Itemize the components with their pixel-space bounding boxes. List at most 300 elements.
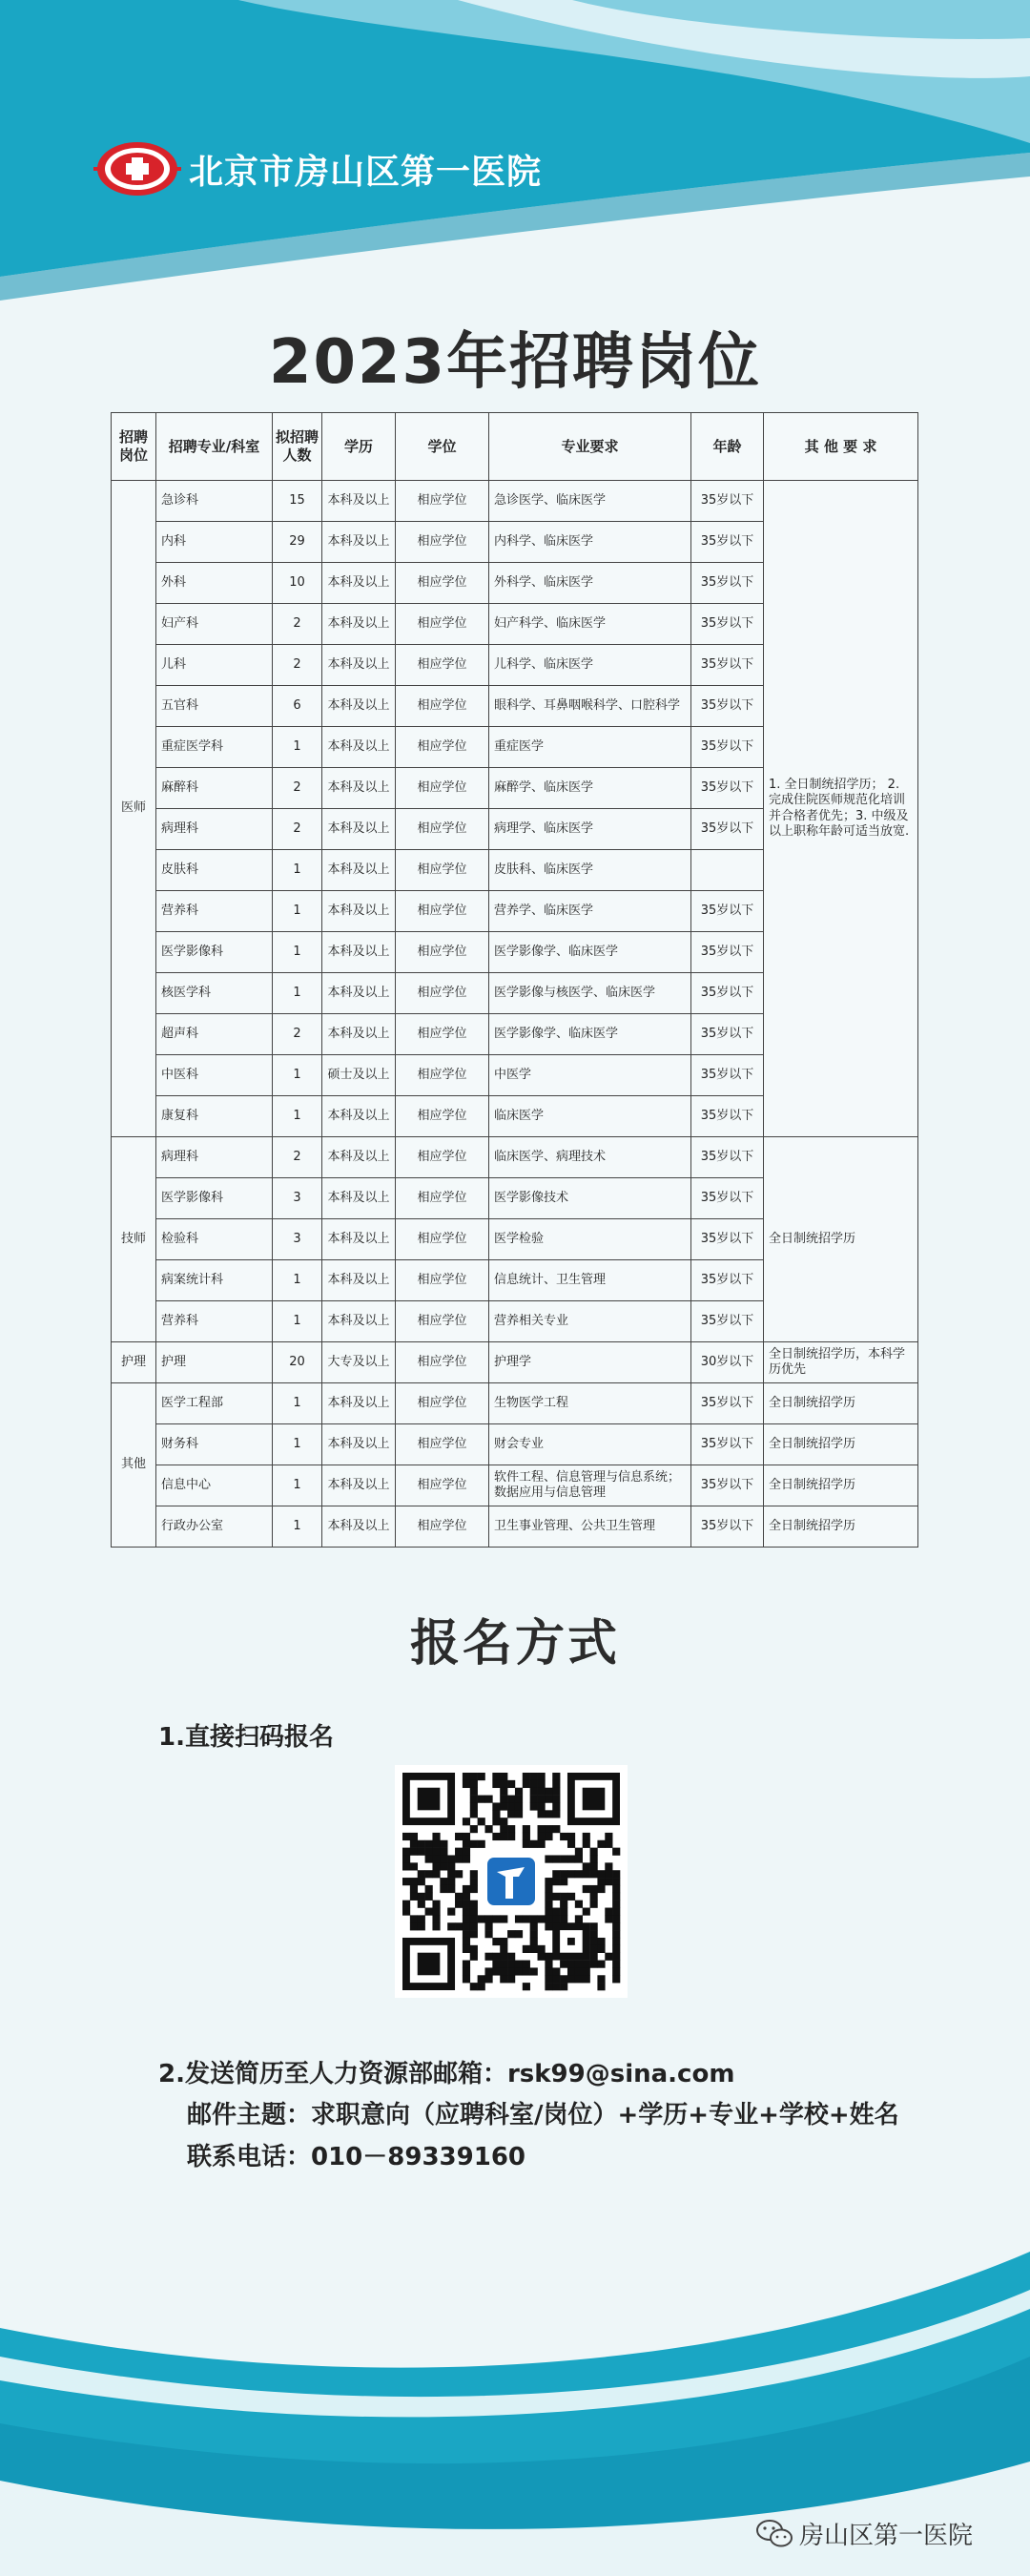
count-cell: 10 <box>273 563 322 604</box>
qr-module <box>425 1893 433 1901</box>
major-cell: 外科学、临床医学 <box>489 563 691 604</box>
qr-module <box>575 1967 583 1975</box>
qr-module <box>425 1885 433 1893</box>
qr-module <box>463 1780 470 1788</box>
degree-cell: 相应学位 <box>396 850 489 891</box>
qr-module <box>492 1938 500 1945</box>
other-requirements: 全日制统招学历 <box>764 1506 918 1548</box>
qr-module <box>560 1893 567 1901</box>
position-group: 医师 <box>112 481 156 1137</box>
position-group: 其他 <box>112 1383 156 1548</box>
qr-module <box>470 1796 478 1803</box>
qr-module <box>418 1870 425 1878</box>
qr-module <box>418 1893 425 1901</box>
qr-module <box>432 1840 440 1848</box>
education-cell: 本科及以上 <box>322 809 396 850</box>
qr-module <box>590 1953 598 1961</box>
education-cell: 本科及以上 <box>322 1137 396 1178</box>
qr-module <box>470 1908 478 1916</box>
qr-module <box>590 1855 598 1862</box>
qr-module <box>463 1893 470 1901</box>
qr-module <box>478 1983 485 1990</box>
count-cell: 29 <box>273 522 322 563</box>
qr-module <box>583 1862 590 1870</box>
hospital-emblem-icon <box>93 135 181 202</box>
dept-cell: 病理科 <box>156 1137 273 1178</box>
major-cell: 急诊医学、临床医学 <box>489 481 691 522</box>
qr-module <box>590 1901 598 1908</box>
qr-module <box>440 1862 447 1870</box>
header-cell: 招聘岗位 <box>112 413 156 481</box>
qr-module <box>560 1908 567 1916</box>
major-cell: 信息统计、卫生管理 <box>489 1260 691 1301</box>
degree-cell: 相应学位 <box>396 563 489 604</box>
qr-module <box>560 1983 567 1990</box>
qr-module <box>425 1870 433 1878</box>
age-cell <box>691 850 764 891</box>
qr-module <box>463 1773 470 1780</box>
jobs-table <box>111 412 918 1548</box>
other-requirements: 全日制统招学历 <box>764 1424 918 1465</box>
qr-module <box>447 1862 455 1870</box>
qr-code-icon[interactable] <box>395 1765 628 1998</box>
qr-module <box>612 1975 620 1983</box>
qr-module <box>538 1810 546 1818</box>
qr-module <box>500 1788 507 1796</box>
qr-module <box>500 1967 507 1975</box>
count-cell: 1 <box>273 1383 322 1424</box>
table-row <box>112 1137 918 1178</box>
qr-module <box>402 1862 410 1870</box>
major-cell: 护理学 <box>489 1342 691 1383</box>
qr-module <box>567 1855 575 1862</box>
age-cell: 35岁以下 <box>691 1383 764 1424</box>
qr-module <box>560 1878 567 1885</box>
qr-module <box>605 1833 612 1840</box>
qr-module <box>552 1855 560 1862</box>
wechat-watermark <box>755 2516 973 2551</box>
qr-module <box>575 1870 583 1878</box>
qr-module <box>463 1885 470 1893</box>
education-cell: 本科及以上 <box>322 1096 396 1137</box>
qr-module <box>530 1802 538 1810</box>
qr-module <box>500 1773 507 1780</box>
qr-module <box>567 1840 575 1848</box>
qr-module <box>567 1967 575 1975</box>
qr-module <box>530 1945 538 1953</box>
qr-module <box>455 1870 463 1878</box>
major-cell: 内科学、临床医学 <box>489 522 691 563</box>
qr-module <box>567 1975 575 1983</box>
qr-module <box>478 1796 485 1803</box>
dept-cell: 病理科 <box>156 809 273 850</box>
qr-module <box>515 1930 523 1938</box>
qr-module <box>605 1870 612 1878</box>
qr-module <box>552 1908 560 1916</box>
age-cell: 35岁以下 <box>691 686 764 727</box>
qr-module <box>545 1885 552 1893</box>
qr-module <box>463 1840 470 1848</box>
degree-cell: 相应学位 <box>396 1055 489 1096</box>
age-cell: 35岁以下 <box>691 1014 764 1055</box>
degree-cell: 相应学位 <box>396 645 489 686</box>
major-cell: 中医学 <box>489 1055 691 1096</box>
dept-cell: 护理 <box>156 1342 273 1383</box>
qr-module <box>612 1938 620 1945</box>
education-cell: 本科及以上 <box>322 1383 396 1424</box>
age-cell: 35岁以下 <box>691 522 764 563</box>
table-row <box>112 1383 918 1424</box>
qr-module <box>500 1802 507 1810</box>
count-cell: 1 <box>273 891 322 932</box>
degree-cell: 相应学位 <box>396 1260 489 1301</box>
major-cell: 医学影像与核医学、临床医学 <box>489 973 691 1014</box>
education-cell: 本科及以上 <box>322 932 396 973</box>
education-cell: 本科及以上 <box>322 1178 396 1219</box>
qr-module <box>552 1983 560 1990</box>
qr-module <box>425 1848 433 1856</box>
qr-module <box>530 1773 538 1780</box>
signup-step-email: 2.发送简历至人力资源部邮箱：rsk99@sina.com <box>158 2060 735 2088</box>
qr-module <box>470 1780 478 1788</box>
degree-cell: 相应学位 <box>396 481 489 522</box>
qr-module <box>552 1878 560 1885</box>
qr-module <box>418 1848 425 1856</box>
count-cell: 2 <box>273 645 322 686</box>
qr-module <box>538 1945 546 1953</box>
age-cell: 35岁以下 <box>691 932 764 973</box>
qr-module <box>530 1796 538 1803</box>
qr-module <box>470 1810 478 1818</box>
qr-module <box>583 1833 590 1840</box>
qr-module <box>500 1796 507 1803</box>
degree-cell: 相应学位 <box>396 1424 489 1465</box>
qr-module <box>463 1930 470 1938</box>
dept-cell: 五官科 <box>156 686 273 727</box>
hospital-name: 北京市房山区第一医院 <box>189 152 543 192</box>
count-cell: 1 <box>273 1096 322 1137</box>
qr-module <box>552 1825 560 1833</box>
qr-module <box>545 1878 552 1885</box>
qr-finder-core <box>583 1788 606 1811</box>
age-cell: 35岁以下 <box>691 1178 764 1219</box>
qr-module <box>410 1833 418 1840</box>
qr-module <box>463 1818 470 1825</box>
degree-cell: 相应学位 <box>396 1465 489 1506</box>
qr-module <box>605 1908 612 1916</box>
age-cell: 35岁以下 <box>691 1424 764 1465</box>
qr-module <box>425 1840 433 1848</box>
qr-module <box>500 1945 507 1953</box>
qr-module <box>575 1961 583 1968</box>
qr-module <box>507 1833 515 1840</box>
qr-module <box>492 1967 500 1975</box>
table-row <box>112 481 918 522</box>
qr-module <box>545 1983 552 1990</box>
header-cell: 学历 <box>322 413 396 481</box>
qr-module <box>425 1908 433 1916</box>
qr-module <box>530 1938 538 1945</box>
education-cell: 本科及以上 <box>322 481 396 522</box>
qr-module <box>612 1878 620 1885</box>
qr-module <box>478 1840 485 1848</box>
qr-module <box>612 1961 620 1968</box>
education-cell: 本科及以上 <box>322 1260 396 1301</box>
dept-cell: 儿科 <box>156 645 273 686</box>
qr-module <box>432 1915 440 1922</box>
qr-module <box>560 1961 567 1968</box>
qr-module <box>484 1975 492 1983</box>
qr-module <box>492 1833 500 1840</box>
qr-module <box>583 1967 590 1975</box>
qr-module <box>545 1796 552 1803</box>
other-requirements: 全日制统招学历 <box>764 1465 918 1506</box>
qr-module <box>552 1893 560 1901</box>
qr-finder-core <box>418 1788 441 1811</box>
qr-module <box>567 1833 575 1840</box>
education-cell: 硕士及以上 <box>322 1055 396 1096</box>
qr-module <box>478 1773 485 1780</box>
qr-module <box>432 1870 440 1878</box>
qr-module <box>470 1930 478 1938</box>
qr-module <box>500 1825 507 1833</box>
qr-module <box>470 1788 478 1796</box>
qr-module <box>418 1878 425 1885</box>
dept-cell: 中医科 <box>156 1055 273 1096</box>
qr-module <box>455 1848 463 1856</box>
qr-module <box>484 1922 492 1930</box>
qr-module <box>545 1825 552 1833</box>
count-cell: 1 <box>273 1506 322 1548</box>
qr-module <box>515 1967 523 1975</box>
education-cell: 本科及以上 <box>322 768 396 809</box>
dept-cell: 妇产科 <box>156 604 273 645</box>
qr-module <box>440 1848 447 1856</box>
qr-module <box>418 1922 425 1930</box>
qr-module <box>410 1862 418 1870</box>
qr-module <box>612 1848 620 1856</box>
major-cell: 临床医学 <box>489 1096 691 1137</box>
qr-module <box>432 1855 440 1862</box>
qr-module <box>597 1983 605 1990</box>
qr-module <box>575 1915 583 1922</box>
age-cell: 35岁以下 <box>691 645 764 686</box>
qr-module <box>597 1840 605 1848</box>
table-row <box>112 1342 918 1383</box>
qr-module <box>590 1885 598 1893</box>
qr-module <box>463 1848 470 1856</box>
qr-module <box>440 1840 447 1848</box>
major-cell: 儿科学、临床医学 <box>489 645 691 686</box>
qr-module <box>597 1885 605 1893</box>
qr-module <box>463 1922 470 1930</box>
education-cell: 本科及以上 <box>322 522 396 563</box>
qr-module <box>470 1953 478 1961</box>
qr-module <box>515 1915 523 1922</box>
qr-module <box>530 1967 538 1975</box>
qr-module <box>545 1975 552 1983</box>
qr-module <box>515 1796 523 1803</box>
dept-cell: 病案统计科 <box>156 1260 273 1301</box>
qr-module <box>590 1870 598 1878</box>
qr-module <box>463 1901 470 1908</box>
count-cell: 2 <box>273 1014 322 1055</box>
education-cell: 本科及以上 <box>322 1014 396 1055</box>
qr-module <box>507 1967 515 1975</box>
age-cell: 35岁以下 <box>691 1137 764 1178</box>
qr-module <box>484 1915 492 1922</box>
qr-module <box>463 1961 470 1968</box>
qr-module <box>500 1953 507 1961</box>
qr-module <box>432 1908 440 1916</box>
qr-module <box>463 1938 470 1945</box>
qr-finder-core <box>418 1953 441 1976</box>
education-cell: 本科及以上 <box>322 727 396 768</box>
degree-cell: 相应学位 <box>396 1506 489 1548</box>
table-header-row <box>112 413 918 481</box>
other-requirements: 全日制统招学历 <box>764 1137 918 1342</box>
qr-module <box>492 1810 500 1818</box>
count-cell: 2 <box>273 604 322 645</box>
qr-module <box>470 1885 478 1893</box>
major-cell: 生物医学工程 <box>489 1383 691 1424</box>
other-requirements: 1. 全日制统招学历； 2. 完成住院医师规范化培训并合格者优先；3. 中级及以上职称年龄可适当放宽. <box>764 481 918 1137</box>
table-row <box>112 1424 918 1465</box>
qr-module <box>523 1915 530 1922</box>
qr-module <box>492 1773 500 1780</box>
dept-cell: 超声科 <box>156 1014 273 1055</box>
qr-module <box>552 1810 560 1818</box>
age-cell: 35岁以下 <box>691 1465 764 1506</box>
header-cell: 拟招聘人数 <box>273 413 322 481</box>
degree-cell: 相应学位 <box>396 891 489 932</box>
qr-module <box>463 1967 470 1975</box>
count-cell: 3 <box>273 1178 322 1219</box>
qr-module <box>552 1788 560 1796</box>
education-cell: 本科及以上 <box>322 891 396 932</box>
education-cell: 本科及以上 <box>322 563 396 604</box>
education-cell: 本科及以上 <box>322 1506 396 1548</box>
qr-module <box>523 1833 530 1840</box>
education-cell: 本科及以上 <box>322 1465 396 1506</box>
qr-module <box>500 1938 507 1945</box>
qr-module <box>523 1961 530 1968</box>
qr-module <box>470 1922 478 1930</box>
qr-module <box>575 1855 583 1862</box>
dept-cell: 医学工程部 <box>156 1383 273 1424</box>
qr-module <box>440 1878 447 1885</box>
major-cell: 医学影像技术 <box>489 1178 691 1219</box>
qr-module <box>552 1773 560 1780</box>
dept-cell: 皮肤科 <box>156 850 273 891</box>
age-cell: 35岁以下 <box>691 1301 764 1342</box>
header-cell: 学位 <box>396 413 489 481</box>
qr-module <box>590 1938 598 1945</box>
dept-cell: 营养科 <box>156 1301 273 1342</box>
qr-module <box>545 1833 552 1840</box>
qr-module <box>463 1833 470 1840</box>
qr-module <box>402 1833 410 1840</box>
qr-module <box>590 1922 598 1930</box>
degree-cell: 相应学位 <box>396 1219 489 1260</box>
qr-module <box>478 1975 485 1983</box>
qr-module <box>530 1930 538 1938</box>
qr-module <box>523 1945 530 1953</box>
qr-module <box>507 1953 515 1961</box>
degree-cell: 相应学位 <box>396 1342 489 1383</box>
dept-cell: 内科 <box>156 522 273 563</box>
header-cell: 其 他 要 求 <box>764 413 918 481</box>
qr-module <box>523 1773 530 1780</box>
qr-module <box>432 1901 440 1908</box>
qr-module <box>538 1802 546 1810</box>
qr-module <box>410 1840 418 1848</box>
dept-cell: 医学影像科 <box>156 932 273 973</box>
qr-module <box>545 1967 552 1975</box>
qr-module <box>410 1848 418 1856</box>
qr-module <box>455 1833 463 1840</box>
qr-module <box>552 1915 560 1922</box>
contact-phone: 联系电话：010－89339160 <box>187 2143 525 2171</box>
age-cell: 35岁以下 <box>691 1260 764 1301</box>
qr-module <box>470 1901 478 1908</box>
qr-module <box>440 1855 447 1862</box>
qr-module <box>552 1780 560 1788</box>
header-cell: 招聘专业/科室 <box>156 413 273 481</box>
table-row <box>112 1465 918 1506</box>
qr-module <box>523 1840 530 1848</box>
qr-module <box>507 1810 515 1818</box>
qr-module <box>560 1901 567 1908</box>
dept-cell: 核医学科 <box>156 973 273 1014</box>
age-cell: 35岁以下 <box>691 891 764 932</box>
qr-module <box>440 1885 447 1893</box>
qr-module <box>425 1855 433 1862</box>
age-cell: 35岁以下 <box>691 481 764 522</box>
qr-module <box>500 1961 507 1968</box>
qr-module <box>612 1930 620 1938</box>
qr-module <box>583 1975 590 1983</box>
qr-module <box>552 1975 560 1983</box>
count-cell: 1 <box>273 1465 322 1506</box>
degree-cell: 相应学位 <box>396 1301 489 1342</box>
qr-module <box>612 1885 620 1893</box>
qr-module <box>523 1825 530 1833</box>
major-cell: 皮肤科、临床医学 <box>489 850 691 891</box>
major-cell: 财会专业 <box>489 1424 691 1465</box>
degree-cell: 相应学位 <box>396 686 489 727</box>
count-cell: 2 <box>273 768 322 809</box>
qr-module <box>605 1840 612 1848</box>
qr-module <box>538 1953 546 1961</box>
qr-module <box>530 1915 538 1922</box>
qr-module <box>432 1862 440 1870</box>
major-cell: 医学检验 <box>489 1219 691 1260</box>
watermark-text: 房山区第一医院 <box>799 2522 974 2550</box>
other-requirements: 全日制统招学历 <box>764 1383 918 1424</box>
qr-module <box>538 1788 546 1796</box>
qr-module <box>492 1915 500 1922</box>
qr-module <box>447 1885 455 1893</box>
dept-cell: 财务科 <box>156 1424 273 1465</box>
age-cell: 35岁以下 <box>691 768 764 809</box>
header-cell: 专业要求 <box>489 413 691 481</box>
qr-module <box>432 1848 440 1856</box>
qr-module <box>500 1818 507 1825</box>
qr-module <box>597 1975 605 1983</box>
qr-module <box>583 1870 590 1878</box>
degree-cell: 相应学位 <box>396 604 489 645</box>
